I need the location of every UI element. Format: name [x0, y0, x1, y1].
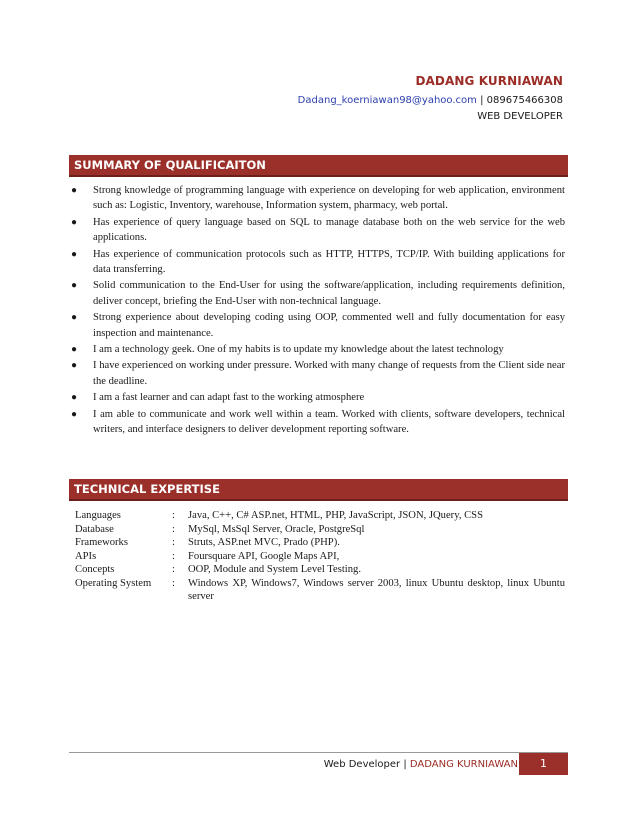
candidate-name: DADANG KURNIAWAN — [415, 74, 563, 88]
summary-item-text: Has experience of query language based on SQL to manage database both on the web service for the web applications. — [93, 216, 565, 244]
contact-line — [298, 93, 563, 109]
expertise-value: OOP, Module and System Level Testing. — [188, 564, 361, 575]
bullet-icon: ● — [71, 408, 78, 420]
summary-item — [69, 278, 565, 309]
email-link[interactable]: Dadang_koerniawan98@yahoo.com — [297, 95, 477, 106]
summary-item-text: I am a fast learner and can adapt fast to the working atmosphere — [93, 392, 365, 404]
expertise-section-header — [69, 479, 568, 501]
footer-text — [324, 758, 518, 772]
expertise-colon: : — [172, 550, 175, 562]
bullet-icon: ● — [71, 216, 78, 228]
footer-divider — [69, 752, 568, 753]
summary-item-text: I have experienced on working under pressure. Worked with many change of requests from the Client side near the deadline. — [93, 360, 565, 387]
expertise-colon: : — [172, 537, 175, 548]
summary-item — [69, 310, 565, 341]
summary-section-header — [69, 155, 568, 177]
expertise-colon: : — [172, 564, 175, 575]
expertise-label: Concepts — [75, 564, 115, 575]
bullet-icon: ● — [71, 312, 78, 324]
phone-number: 089675466308 — [486, 95, 563, 106]
expertise-label: Frameworks — [75, 537, 128, 548]
bullet-icon: ● — [71, 344, 78, 356]
footer-role: Web Developer — [323, 759, 401, 770]
summary-item — [69, 358, 565, 389]
expertise-row — [75, 509, 565, 523]
expertise-row — [75, 563, 565, 577]
summary-item — [69, 390, 565, 405]
bullet-icon: ● — [71, 360, 78, 372]
summary-item-text: Solid communication to the End-User for using the software/application, including requirements definition, deliver concept, briefing the End-User with non-technical language. — [93, 280, 565, 307]
expertise-row — [75, 523, 565, 537]
footer-separator: | — [400, 759, 410, 770]
expertise-row — [75, 577, 565, 604]
bullet-icon: ● — [71, 392, 78, 404]
bullet-icon: ● — [71, 280, 78, 292]
summary-item-text: I am able to communicate and work well within a team. Worked with clients, software developers, technical writers, and interface designers to deliver development reporting software. — [93, 408, 565, 436]
bullet-icon: ● — [71, 248, 78, 260]
expertise-label: Languages — [75, 510, 121, 521]
summary-item-text: I am a technology geek. One of my habits is to update my knowledge about the latest technology — [93, 344, 504, 356]
expertise-row — [75, 550, 565, 564]
expertise-colon: : — [172, 523, 175, 535]
expertise-label: APIs — [75, 550, 97, 562]
expertise-table — [75, 509, 565, 604]
expertise-section-title: TECHNICAL EXPERTISE — [74, 482, 220, 496]
resume-header — [298, 73, 563, 125]
expertise-value: Struts, ASP.net MVC, Prado (PHP). — [188, 537, 340, 548]
summary-item-text: Has experience of communication protocols such as HTTP, HTTPS, TCP/IP. With building applications for data transferring. — [93, 248, 565, 276]
summary-list — [69, 183, 565, 439]
expertise-value: Java, C++, C# ASP.net, HTML, PHP, JavaScript, JSON, JQuery, CSS — [188, 510, 483, 521]
expertise-label: Database — [75, 523, 114, 535]
summary-item — [69, 342, 565, 357]
expertise-colon: : — [172, 577, 175, 589]
summary-item-text: Strong experience about developing coding using OOP, commented well and fully documentation for easy inspection and maintenance. — [93, 312, 565, 339]
summary-item-text: Strong knowledge of programming language with experience on developing for web application, environment such as: Logistic, Inventory, warehouse, Information system, pharmacy, web portal. — [93, 185, 565, 212]
expertise-row — [75, 536, 565, 550]
summary-section-title: SUMMARY OF QUALIFICAITON — [74, 158, 266, 172]
footer-name: DADANG KURNIAWAN — [409, 759, 518, 770]
expertise-colon: : — [172, 510, 175, 521]
summary-item — [69, 247, 565, 278]
expertise-value: Foursquare API, Google Maps API, — [188, 550, 340, 562]
summary-item — [69, 407, 565, 438]
summary-item — [69, 215, 565, 246]
expertise-value: Windows XP, Windows7, Windows server 2003, linux Ubuntu desktop, linux Ubuntu server — [188, 577, 565, 602]
job-title: WEB DEVELOPER — [477, 111, 563, 122]
bullet-icon: ● — [71, 185, 78, 196]
page-number: 1 — [519, 753, 568, 775]
expertise-label: Operating System — [75, 577, 152, 589]
summary-item — [69, 183, 565, 214]
contact-separator: | — [476, 95, 487, 106]
expertise-value: MySql, MsSql Server, Oracle, PostgreSql — [188, 523, 365, 535]
